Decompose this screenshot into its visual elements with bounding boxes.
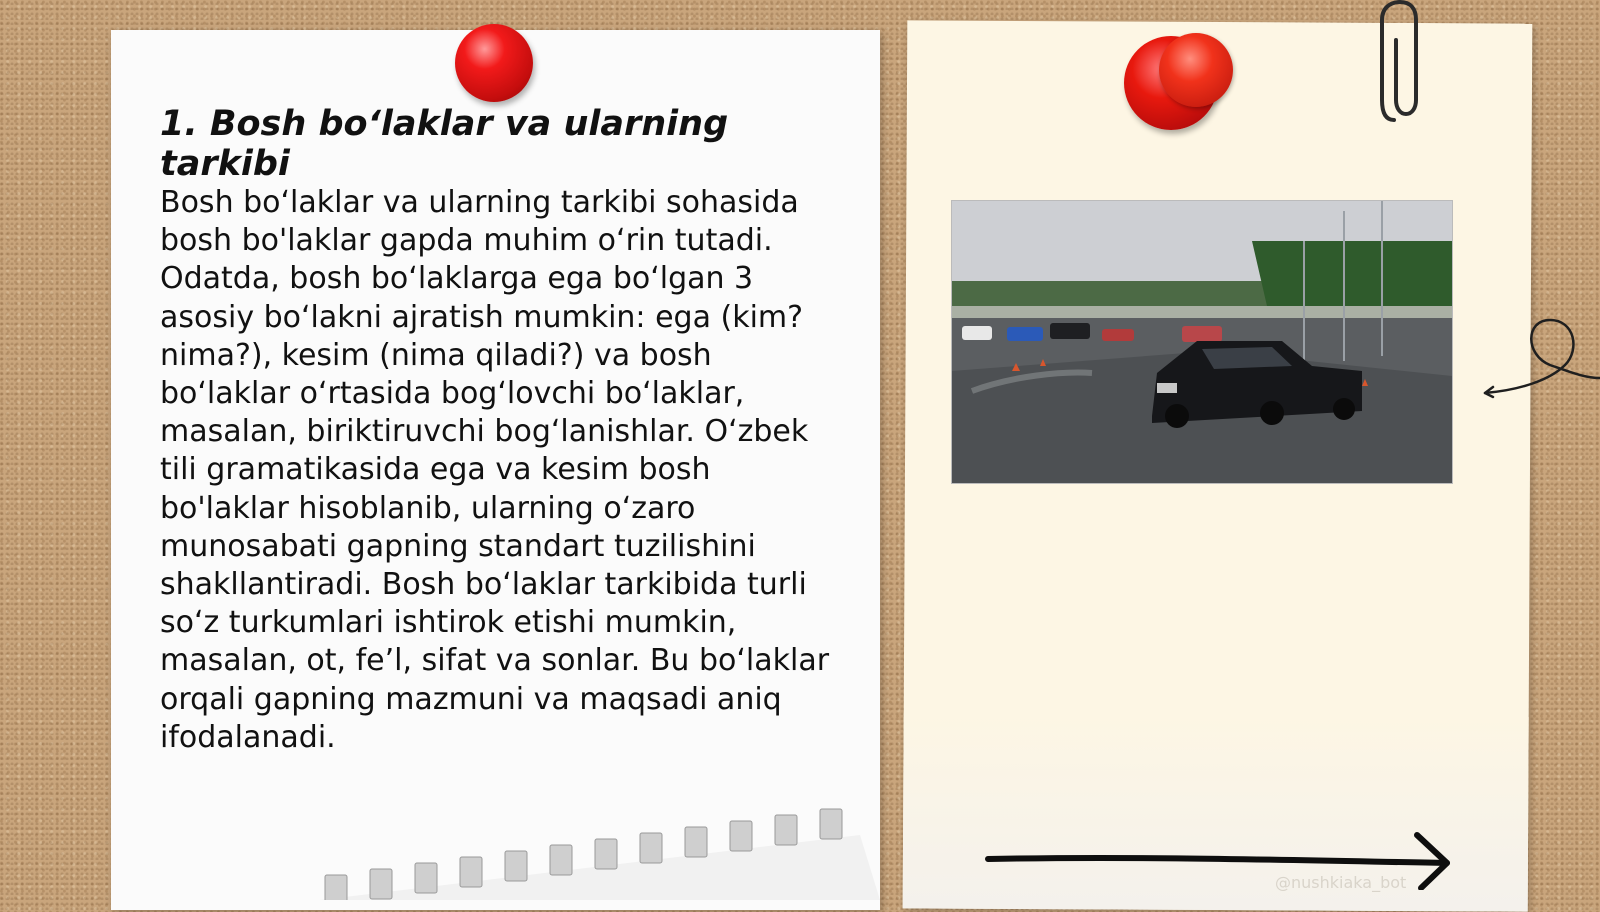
- push-pin-icon: [1159, 33, 1233, 107]
- slide-title: 1. Bosh bo‘laklar va ularning tarkibi: [160, 104, 729, 184]
- slide-body-text: Bosh bo‘laklar va ularning tarkibi sohasida bosh bo'laklar gapda muhim o‘rin tutadi. Odatda, bosh bo‘laklarga ega bo‘lgan 3 asosiy bo‘lakni ajratish mumkin: ega (kim? nima?), kesim (nima qiladi?) va bosh bo‘laklar o‘rtasida bog‘lovchi bo‘laklar, masalan, biriktiruvchi bog‘lanishlar. O‘zbek tili gramatikasida ega va kesim bosh bo'laklar hisoblanib, ularning o‘zaro munosabati gapning standart tuzilishini shakllantiradi. Bosh bo‘laklar tarkibida turli so‘z turkumlari ishtirok etishi mumkin, masalan, ot, fe’l, sifat va sonlar. Bu bo‘laklar orqali gapning mazmuni va maqsadi aniq ifodalanadi.: [160, 185, 830, 755]
- paper-clip-icon: [1376, 0, 1426, 128]
- watermark: @nushkiaka_bot: [1275, 873, 1407, 892]
- push-pin-icon: [455, 24, 533, 102]
- swirl-doodle-icon: [1480, 310, 1600, 410]
- car-photo: [951, 200, 1453, 484]
- notebook-torn-edge: [320, 805, 880, 900]
